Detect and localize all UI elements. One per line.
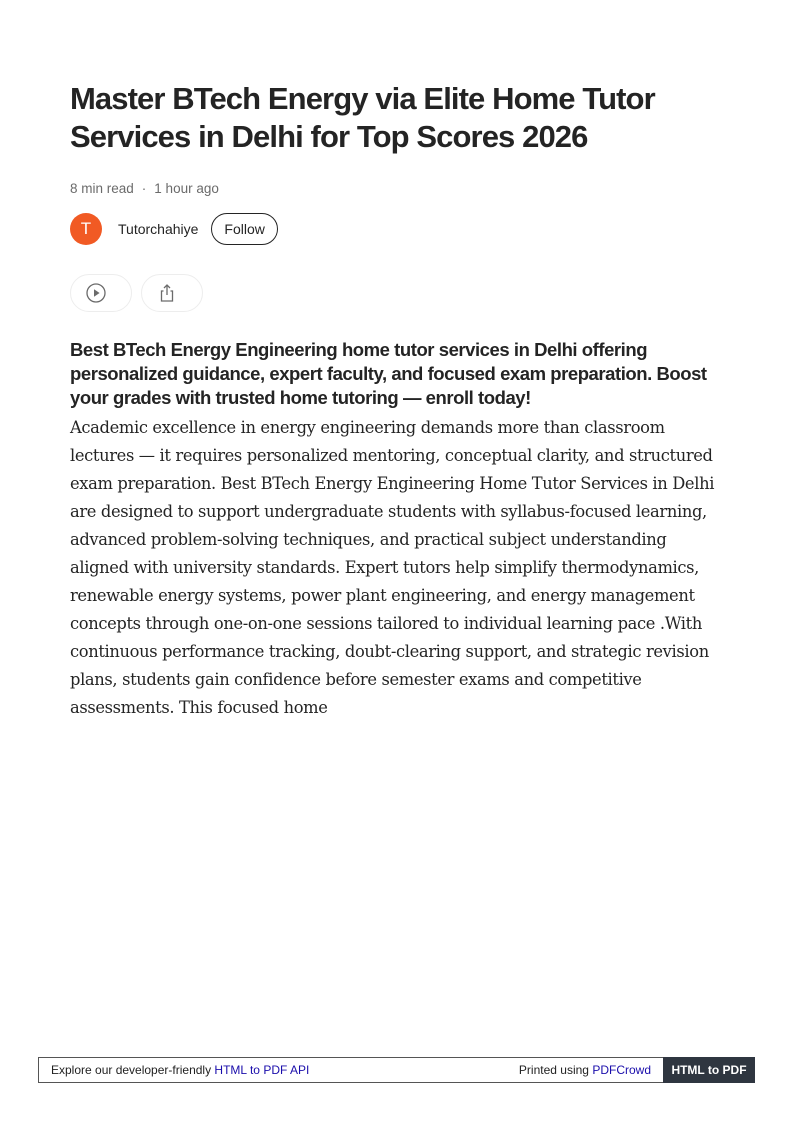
follow-button[interactable]: Follow bbox=[211, 213, 277, 245]
footer-right-text: Printed using bbox=[518, 1063, 593, 1077]
avatar[interactable] bbox=[70, 213, 102, 245]
article-subtitle: Best BTech Energy Engineering home tutor services in Delhi offering personalized guidance, expert faculty, and focused exam preparation. Boost your grades with trusted home tutoring — enroll today! bbox=[70, 339, 707, 408]
share-button[interactable] bbox=[141, 274, 203, 312]
article bbox=[70, 80, 720, 717]
pdfcrowd-link[interactable]: PDFCrowd bbox=[592, 1063, 651, 1077]
play-icon bbox=[85, 282, 107, 304]
avatar-initial: T bbox=[80, 219, 92, 238]
read-time: 8 min read bbox=[70, 181, 134, 196]
listen-button[interactable] bbox=[70, 274, 132, 312]
article-title: Master BTech Energy via Elite Home Tutor Services in Delhi for Top Scores 2026 bbox=[70, 81, 655, 154]
html-to-pdf-button[interactable]: HTML to PDF bbox=[663, 1057, 755, 1083]
meta-separator: · bbox=[141, 181, 147, 196]
article-meta bbox=[70, 181, 219, 196]
author-row bbox=[70, 212, 278, 246]
pdfcrowd-footer bbox=[38, 1057, 755, 1083]
footer-left-text: Explore our developer-friendly bbox=[51, 1063, 215, 1077]
article-body: Academic excellence in energy engineering demands more than classroom lectures — it requires personalized mentoring, conceptual clarity, and structured exam preparation. Best BTech Energy Engineering Home Tutor Services in Delhi are designed to support undergraduate students with syllabus-focused learning, advanced problem-solving techniques, and practical subject understanding aligned with university standards. Expert tutors help simplify thermodynamics, renewable energy systems, power plant engineering, and energy management concepts through one-on-one sessions tailored to individual learning pace .With continuous performance tracking, doubt-clearing support, and strategic revision plans, students gain confidence before semester exams and competitive assessments. This focused home bbox=[70, 418, 715, 717]
publish-time: 1 hour ago bbox=[154, 181, 219, 196]
footer-left bbox=[51, 1063, 309, 1077]
action-row bbox=[70, 274, 212, 312]
author-name[interactable]: Tutorchahiye bbox=[118, 221, 199, 237]
html-to-pdf-api-link[interactable]: HTML to PDF API bbox=[214, 1063, 310, 1077]
share-icon bbox=[156, 282, 178, 304]
footer-right bbox=[519, 1063, 651, 1077]
